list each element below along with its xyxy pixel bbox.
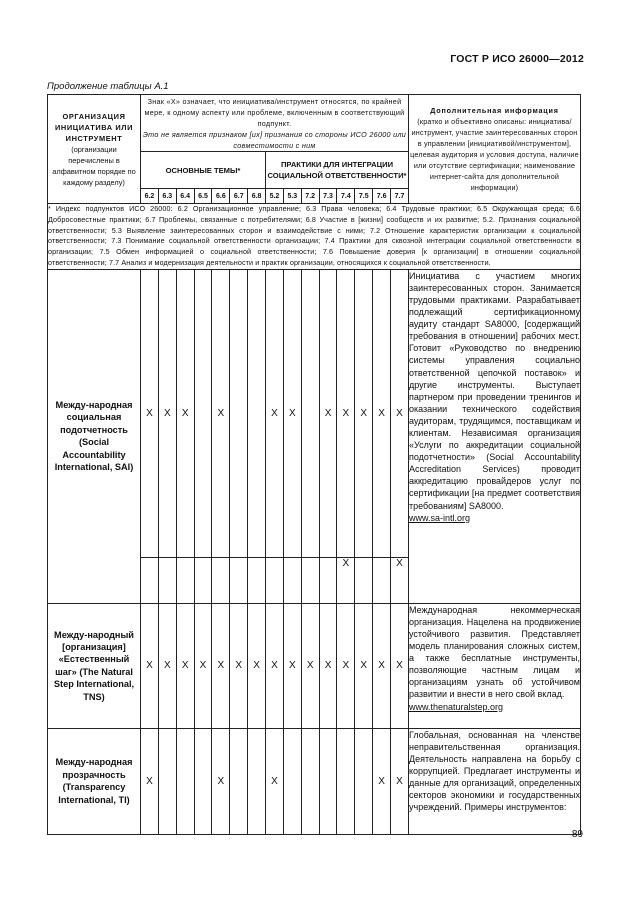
mark-cell [355,557,373,603]
column-header: 6.2 [141,189,159,204]
org-description-text: Инициатива с участием многих заинтересованных сторон. Занимается трудовыми практиками. Разрабатывает подлежащий сертификационному аудиту стандарт SA8000, [содержащий требования в отношении] рабочих мест. Готовит «Руководство по внедрению системы управления социально ответственной цепочкой поставок» и другие инструменты. Выступает партнером при проведении тренингов и оказании технического содействия аудиторам, трудящимся, поставщикам и клиентам. Независимая организация «Услуги по аккредитации социальной подотчетности» (Social Accountability Accreditation Services) проводит аккредитацию провайдеров услуг по сертификации [на предмет соответствия требованиям] SA8000. [409,270,580,511]
mark-cell: X [141,728,159,834]
mark-cell [230,557,248,603]
org-header-title: ОРГАНИЗАЦИЯ ИНИЦИАТИВА ИЛИ ИНСТРУМЕНТ [54,111,134,143]
mark-cell: X [391,557,409,603]
mark-cell: X [248,603,266,728]
extra-info-description: (кратко и объективно описаны: инициатива/инструмент, участие заинтересованных сторон в управлении [инициативой/инструментом], целевая аудитория и условия доступа, наличие или отсутствие сертификации; наименование интернет-сайта для дополнительной информации) [410,117,579,192]
mark-cell [194,728,212,834]
mark-cell: X [283,603,301,728]
org-column-header [48,95,141,204]
column-header: 7.7 [391,189,409,204]
mark-cell: X [283,269,301,557]
x-mark-legend-text: Знак «X» означает, что инициатива/инструмент относятся, по крайней мере, к одному аспекту или проблеме, включенным в соответствующий подпункт. [144,96,405,128]
column-header: 6.8 [248,189,266,204]
mark-cell [176,557,194,603]
org-name: Между-народный [организация] «Естественный шаг» (The Natural Step International, TNS) [48,603,141,728]
practices-header: ПРАКТИКИ ДЛЯ ИНТЕГРАЦИИ СОЦИАЛЬНОЙ ОТВЕТСТВЕННОСТИ* [266,152,409,189]
mark-cell [158,557,176,603]
mark-cell [301,728,319,834]
mark-cell: X [212,603,230,728]
mark-cell [212,557,230,603]
table-continuation-caption: Продолжение таблицы А.1 [47,81,169,92]
mark-cell [248,269,266,557]
column-header: 7.6 [373,189,391,204]
column-header: 7.3 [319,189,337,204]
column-header: 6.6 [212,189,230,204]
mark-cell: X [266,269,284,557]
x-mark-legend [141,95,409,152]
mark-cell [337,728,355,834]
mark-cell [230,269,248,557]
x-mark-disclaimer: Это не является признаком [их] признания со стороны ИСО 26000 или совместимости с ним [142,129,407,150]
extra-info-header [409,95,581,204]
mark-cell [373,557,391,603]
org-description-text: Глобальная, основанная на членстве неправительственная организация. Деятельность направлена на борьбу с коррупцией. Предлагает инструменты и данные для организаций, определенных секторов экономики и государственных учреждений. Примеры инструментов: [409,729,580,813]
mark-cell: X [158,603,176,728]
subclause-index-footnote: * Индекс подпунктов ИСО 26000: 6.2 Организационное управление; 6.3 Права человека; 6.4 Трудовые практики; 6.5 Окружающая среда; 6.6 Добросовестные практики; 6.7 Проблемы, связанные с потребителями; 6.8 Участие в [жизни] сообществ и их развитие; 5.2. Признания социальной ответственности; 5.3 Выявление заинтересованных сторон и взаимодействие с ними; 7.2 Отношение характеристик организации к социальной ответственности; 7.3 Понимание социальной ответственности организации; 7.4 Практики для сквозной интеграции социальной ответственности в организации; 7.5 Обмен информацией о социальной ответственности; 7.6 Повышение доверия [к организации] в отношении социальной ответственности; 7.7 Анализ и модернизация деятельности и практик организации, относящихся к социальной ответственности. [48,204,581,270]
mark-cell: X [176,269,194,557]
mark-cell [248,557,266,603]
mark-cell: X [373,269,391,557]
mark-cell: X [391,603,409,728]
mark-cell [319,557,337,603]
mark-cell [283,728,301,834]
table-row [48,728,581,834]
mark-cell: X [212,728,230,834]
mark-cell [141,557,159,603]
mark-cell [230,728,248,834]
mark-cell [319,728,337,834]
column-header: 7.5 [355,189,373,204]
org-website-link[interactable]: www.thenaturalstep.org [409,701,504,712]
mark-cell: X [141,603,159,728]
mark-cell: X [266,603,284,728]
column-header: 7.2 [301,189,319,204]
column-header: 6.5 [194,189,212,204]
mark-cell [283,557,301,603]
mark-cell: X [391,728,409,834]
mark-cell [194,557,212,603]
mark-cell: X [355,603,373,728]
mark-cell [176,728,194,834]
mark-cell: X [337,269,355,557]
mark-cell [248,728,266,834]
mark-cell: X [337,557,355,603]
extra-info-title: Дополнительная информация [430,106,559,115]
document-code: ГОСТ Р ИСО 26000—2012 [450,53,584,65]
column-header: 6.4 [176,189,194,204]
mark-cell [194,269,212,557]
mark-cell: X [301,603,319,728]
table-row [48,603,581,728]
org-description [409,269,581,603]
mark-cell: X [141,269,159,557]
mark-cell: X [319,269,337,557]
org-website-link[interactable]: www.sa-intl.org [409,512,471,523]
mark-cell: X [355,269,373,557]
org-header-note: (организации перечислены в алфавитном порядке по каждому разделу) [52,144,136,187]
core-subjects-header: ОСНОВНЫЕ ТЕМЫ* [141,152,266,189]
mark-cell: X [230,603,248,728]
org-description [409,728,581,834]
page-number: 89 [571,829,583,840]
column-header: 7.4 [337,189,355,204]
mark-cell [158,728,176,834]
initiatives-table [47,94,581,835]
mark-cell: X [373,603,391,728]
mark-cell: X [194,603,212,728]
mark-cell: X [391,269,409,557]
mark-cell [355,728,373,834]
column-header: 6.7 [230,189,248,204]
org-description [409,603,581,728]
mark-cell: X [212,269,230,557]
org-description-text: Международная некоммерческая организация. Нацелена на продвижение устойчивого развития. Представляет модель планирования сложных систем, а также бесплатные инструменты, позволяющие частным лицам и организациям узнать об устойчивом развитии и внести в него свой вклад. [409,604,580,700]
mark-cell [301,557,319,603]
org-name: Между-народная прозрачность (Transparency International, TI) [48,728,141,834]
mark-cell [266,557,284,603]
mark-cell [301,269,319,557]
org-name: Между-народная социальная подотчетность (Social Accountability International, SAI) [48,269,141,603]
mark-cell: X [373,728,391,834]
mark-cell: X [319,603,337,728]
table-row [48,269,581,557]
column-header: 6.3 [158,189,176,204]
column-header: 5.3 [283,189,301,204]
mark-cell: X [266,728,284,834]
mark-cell: X [158,269,176,557]
mark-cell: X [337,603,355,728]
mark-cell: X [176,603,194,728]
column-header: 5.2 [266,189,284,204]
